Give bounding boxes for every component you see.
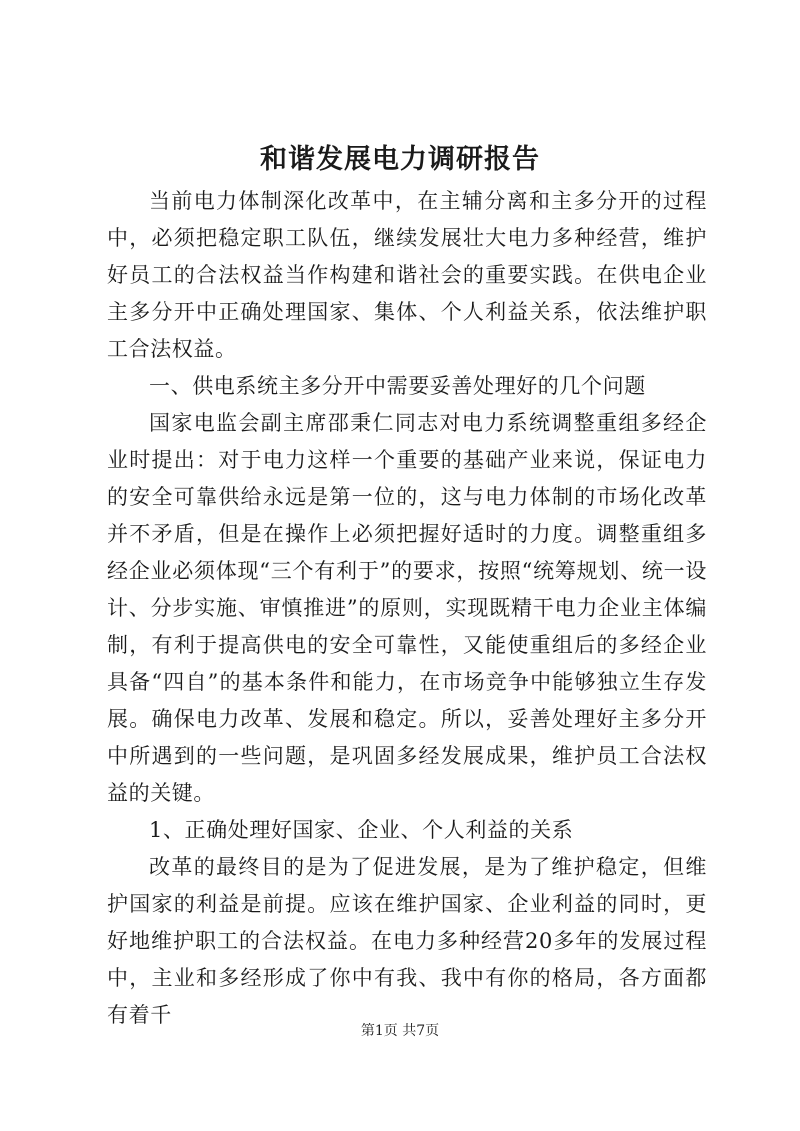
section-heading-1: 一、供电系统主多分开中需要妥善处理好的几个问题 — [149, 374, 646, 398]
section-1-paragraph: 国家电监会副主席邵秉仁同志对电力系统调整重组多经企业时提出：对于电力这样一个重要的基础产业来说，保证电力的安全可靠供给永远是第一位的，这与电力体制的市场化改革并不矛盾，但是在操作上必须把握好适时的力度。调整重组多经企业必须体现“三个有利于”的要求，按照“统筹规划、统一设计、分步实施、审慎推进”的原则，实现既精干电力企业主体编制，有利于提高供电的安全可靠性，又能使重组后的多经企业具备“四自”的基本条件和能力，在市场竞争中能够独立生存发展。确保电力改革、发展和稳定。所以，妥善处理好主多分开中所遇到的一些问题，是巩固多经发展成果，维护员工合法权益的关键。 — [107, 411, 707, 805]
document-body — [107, 183, 707, 1034]
document-title: 和谐发展电力调研报告 — [260, 144, 540, 175]
subsection-1-paragraph: 改革的最终目的是为了促进发展，是为了维护稳定，但维护国家的利益是前提。应该在维护国家、企业利益的同时，更好地维护职工的合法权益。在电力多种经营20多年的发展过程中，主业和多经形成了你中有我、我中有你的格局，各方面都有着千 — [107, 855, 707, 1027]
page-footer: 第1页 共7页 — [360, 1023, 440, 1039]
intro-paragraph: 当前电力体制深化改革中，在主辅分离和主多分开的过程中，必须把稳定职工队伍，继续发展壮大电力多种经营，维护好员工的合法权益当作构建和谐社会的重要实践。在供电企业主多分开中正确处理国家、集体、个人利益关系，依法维护职工合法权益。 — [107, 189, 707, 361]
subsection-heading-1: 1、正确处理好国家、企业、个人利益的关系 — [149, 818, 574, 842]
